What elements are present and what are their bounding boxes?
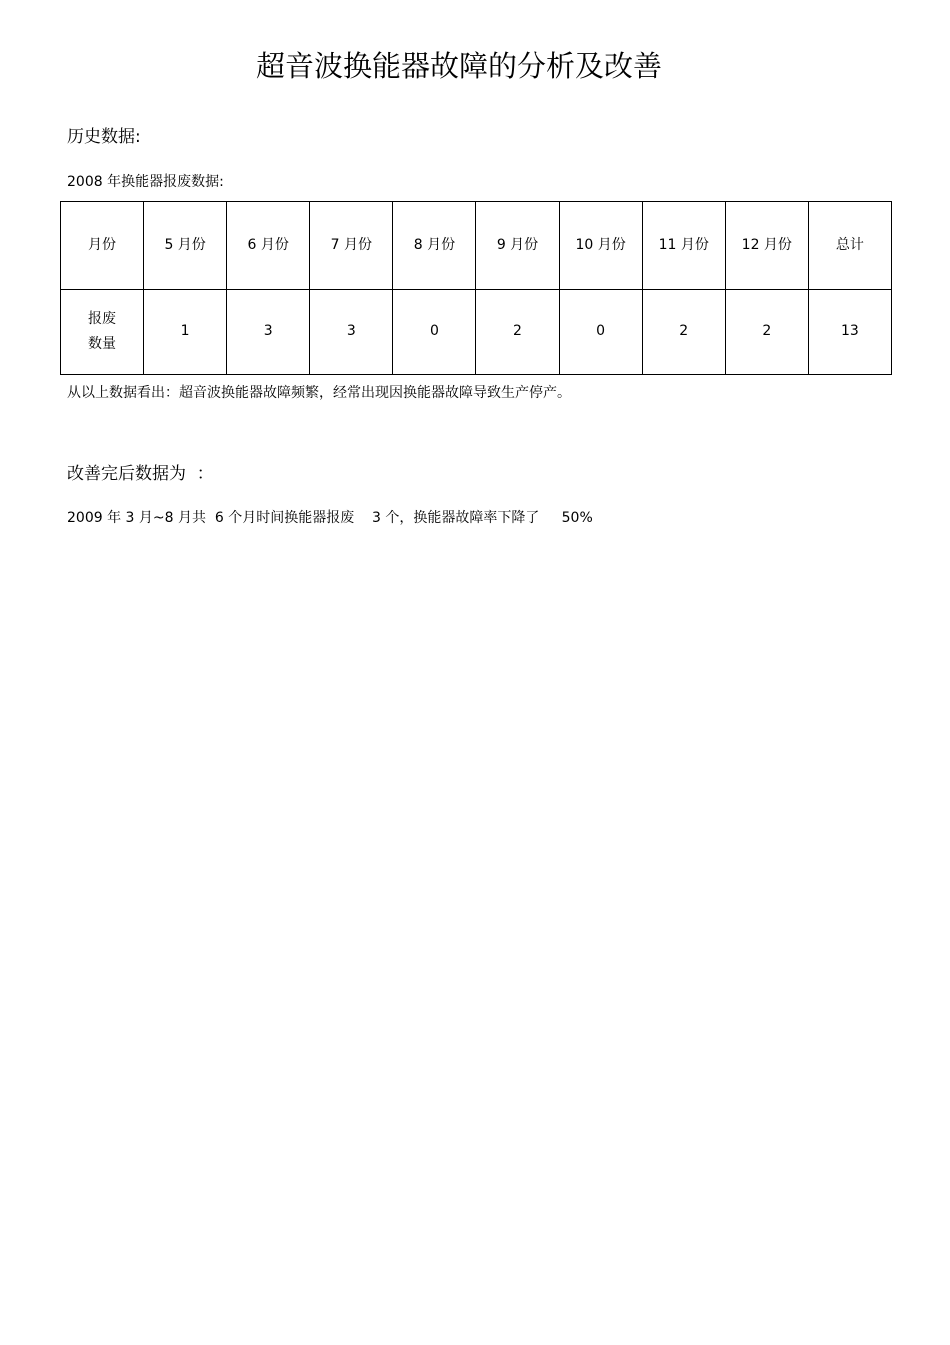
value-cell: 3 <box>227 289 310 375</box>
month-header-cell: 11 月份 <box>642 202 725 290</box>
history-heading: 历史数据: <box>67 127 141 147</box>
month-header-cell: 7 月份 <box>310 202 393 290</box>
value-cell: 0 <box>559 289 642 375</box>
scrap-data-table <box>60 201 892 375</box>
observation-text: 从以上数据看出：超音波换能器故障频繁，经常出现因换能器故障导致生产停产。 <box>67 385 571 401</box>
row-header-scrap-count <box>61 289 144 375</box>
value-cell: 2 <box>476 289 559 375</box>
improved-result-text: 2009 年 3 月~8 月共 6 个月时间换能器报废 3 个，换能器故障率下降了 50% <box>67 510 593 526</box>
month-header-cell: 12 月份 <box>725 202 808 290</box>
total-value-cell: 13 <box>808 289 891 375</box>
month-header-cell: 9 月份 <box>476 202 559 290</box>
month-header-cell: 8 月份 <box>393 202 476 290</box>
value-cell: 2 <box>642 289 725 375</box>
value-cell: 3 <box>310 289 393 375</box>
month-header-cell: 5 月份 <box>144 202 227 290</box>
total-header-cell: 总计 <box>808 202 891 290</box>
value-cell: 2 <box>725 289 808 375</box>
scrap-count-row <box>61 289 892 375</box>
month-header-cell: 10 月份 <box>559 202 642 290</box>
document-title: 超音波换能器故障的分析及改善 <box>255 49 662 83</box>
improved-heading: 改善完后数据为 ： <box>67 464 214 484</box>
row-header-line: 数量 <box>88 335 117 352</box>
row-header-line: 报废 <box>88 310 117 327</box>
month-header-row <box>61 202 892 290</box>
month-header-cell: 6 月份 <box>227 202 310 290</box>
value-cell: 0 <box>393 289 476 375</box>
row-header-month: 月份 <box>61 202 144 290</box>
table-caption: 2008 年换能器报废数据: <box>67 174 224 190</box>
value-cell: 1 <box>144 289 227 375</box>
